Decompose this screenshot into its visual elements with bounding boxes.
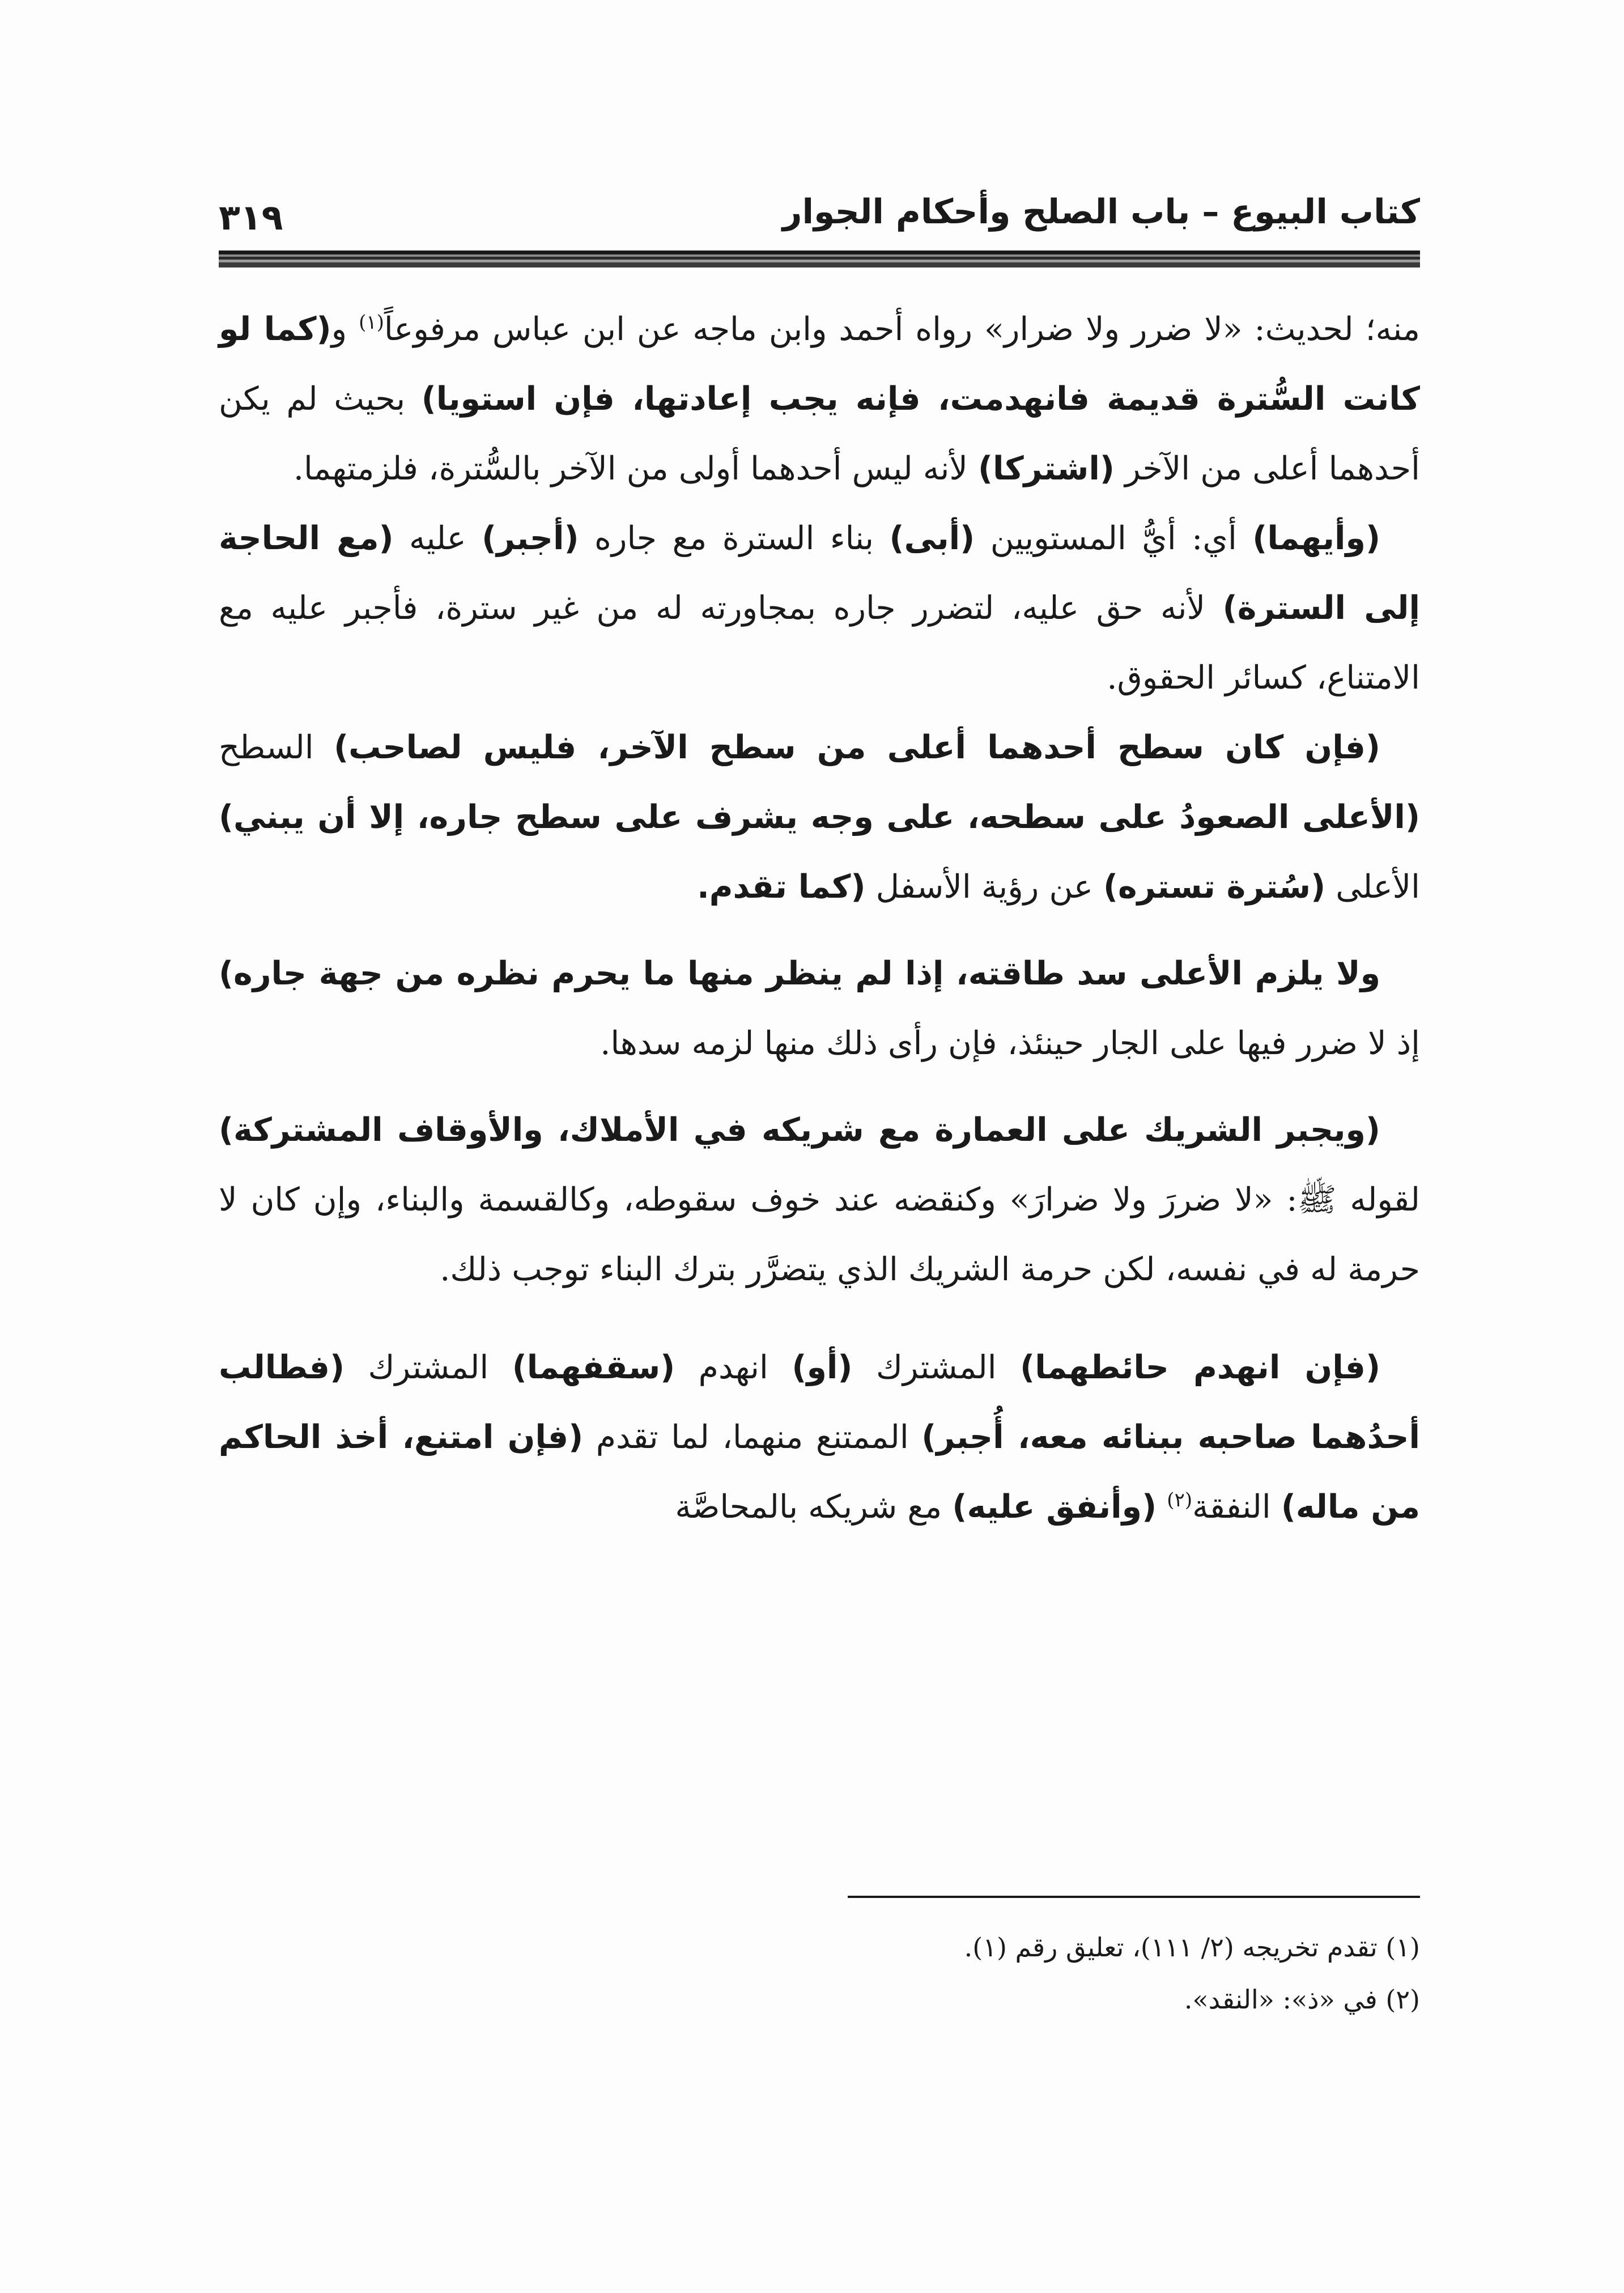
footnote-2: (٢) في «ذ»: «النقد». bbox=[1184, 1984, 1420, 2015]
paragraph-5: (ويجبر الشريك على العمارة مع شريكه في الأملاك، والأوقاف المشتركة) لقوله ﷺ: «لا ضررَ ولا ضرارَ» وكنقضه عند خوف سقوطه، وكالقسمة والبناء، وإن كان لا حرمة له في نفسه، لكن حرمة الشريك الذي يتضرَّر بترك البناء توجب ذلك. bbox=[219, 1111, 1420, 1288]
running-title: كتاب البيوع – باب الصلح وأحكام الجوار bbox=[782, 192, 1420, 232]
paragraph-3: (فإن كان سطح أحدهما أعلى من سطح الآخر، فليس لصاحب) السطح (الأعلى الصعودُ على سطحه، على وجه يشرف على سطح جاره، إلا أن يبني) الأعلى (سُترة تستره) عن رؤية الأسفل (كما تقدم. bbox=[219, 729, 1420, 906]
footnote-ref-2: (٢) bbox=[1167, 1489, 1193, 1511]
paragraph-4: ولا يلزم الأعلى سد طاقته، إذا لم ينظر منها ما يحرم نظره من جهة جاره) إذ لا ضرر فيها على الجار حينئذ، فإن رأى ذلك منها لزمه سدها. bbox=[219, 955, 1420, 1062]
footnotes bbox=[219, 1921, 1420, 2026]
page-header bbox=[219, 182, 1420, 245]
page-number: ٣١٩ bbox=[219, 197, 283, 238]
paragraph-6: (فإن انهدم حائطهما) المشترك (أو) انهدم (سقفهما) المشترك (فطالب أحدُهما صاحبه ببنائه معه، أُجبر) الممتنع منهما، لما تقدم (فإن امتنع، أخذ الحاكم من ماله) النفقة$^{(٢)}$ (وأنفق عليه) مع شريكه بالمحاصَّة bbox=[219, 1349, 1420, 1526]
paragraph-1: منه؛ لحديث: «لا ضرر ولا ضرار» رواه أحمد وابن ماجه عن ابن عباس مرفوعاً$^{(١)}$ و(كما لو كانت السُّترة قديمة فانهدمت، فإنه يجب إعادتها، فإن استويا) بحيث لم يكن أحدهما أعلى من الآخر (اشتركا) لأنه ليس أحدهما أولى من الآخر بالسُّترة، فلزمتهما. bbox=[219, 311, 1420, 487]
main-text bbox=[219, 295, 1420, 1542]
footnote-1: (١) تقدم تخريجه (٢/ ١١١)، تعليق رقم (١). bbox=[964, 1932, 1420, 1963]
header-rule bbox=[219, 250, 1420, 267]
footnote-separator bbox=[848, 1896, 1420, 1898]
paragraph-2: (وأيهما) أي: أيُّ المستويين (أبى) بناء السترة مع جاره (أجبر) عليه (مع الحاجة إلى السترة) لأنه حق عليه، لتضرر جاره بمجاورته له من غير سترة، فأجبر عليه مع الامتناع، كسائر الحقوق. bbox=[219, 520, 1420, 697]
footnote-ref-1: (١) bbox=[359, 311, 384, 334]
